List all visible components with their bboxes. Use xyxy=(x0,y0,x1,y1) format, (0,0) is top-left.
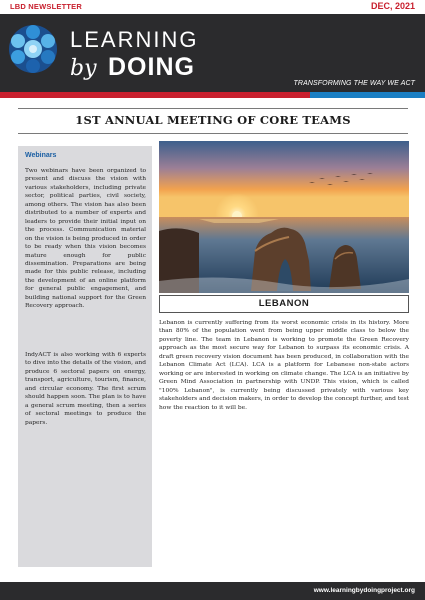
title-rule-bottom xyxy=(18,133,408,134)
lebanon-body-text: Lebanon is currently suffering from its worst economic crisis in its history. More than 80% of the population went from being upper middle class to below the poverty line. The team in Lebanon is working to promote the Green Recovery approach as the most secure way for Lebanon to surpass its economic crisis. A draft green recovery vision document has been produced, in collaboration with the Lebanon Climate Act (LCA). LCA is a platform for Lebanese non-state actors working or are interested in working on climate change. The LCA is an initiative by Green Mind Association in partnership with UNDP. This vision, which is called "100% Lebanon", is currently being discussed privately with various key stakeholders and decision makers, in order to develop the concept further, and test how the reaction to it will be. xyxy=(159,320,409,411)
brand-by: by xyxy=(70,56,97,81)
masthead xyxy=(0,14,425,92)
brand-doing: DOING xyxy=(108,53,195,81)
title-rule-top xyxy=(18,108,408,109)
website-link[interactable]: www.learningbydoingproject.org xyxy=(313,587,415,594)
sidebar-paragraph-2: IndyACT is also working with 6 experts to dive into the details of the vision, and produce 6 sectoral papers on energy, transport, agriculture, tourism, finance, and circular economy. The first scrum should happen soon. The plan is to have a general scrum meeting, then a series of sectoral meetings to produce the papers. xyxy=(25,352,146,426)
tagline: TRANSFORMING THE WAY WE ACT xyxy=(293,80,415,87)
brand-learning: LEARNING xyxy=(70,27,199,52)
footer-bar xyxy=(0,582,425,600)
sidebar-webinars xyxy=(18,146,152,567)
section-heading-lebanon: LEBANON xyxy=(159,295,409,313)
lebanon-coast-photo xyxy=(159,141,409,293)
issue-date: DEC, 2021 xyxy=(370,1,415,11)
newsletter-label: LBD NEWSLETTER xyxy=(10,2,82,11)
top-bar xyxy=(0,0,425,14)
article-title: 1ST ANNUAL MEETING OF CORE TEAMS xyxy=(75,113,351,127)
sidebar-paragraph-1: Two webinars have been organized to present and discuss the vision with various stakeholders, including private sector, political parties, civil society, among others. The vision has also been distributed to a number of experts and leaders to provide their initial input on the process. Communication material on the vision is being produced in order to be ready when this vision becomes mature enough for public dissemination. Preparations are being made for this public release, including the development of an online platform for general public engagement, and building national support for the Green Recovery approach. xyxy=(25,168,146,310)
logo-icon xyxy=(8,24,58,74)
sidebar-heading: Webinars xyxy=(25,152,57,159)
accent-stripe-red xyxy=(0,92,310,98)
accent-stripe-blue xyxy=(310,92,425,98)
